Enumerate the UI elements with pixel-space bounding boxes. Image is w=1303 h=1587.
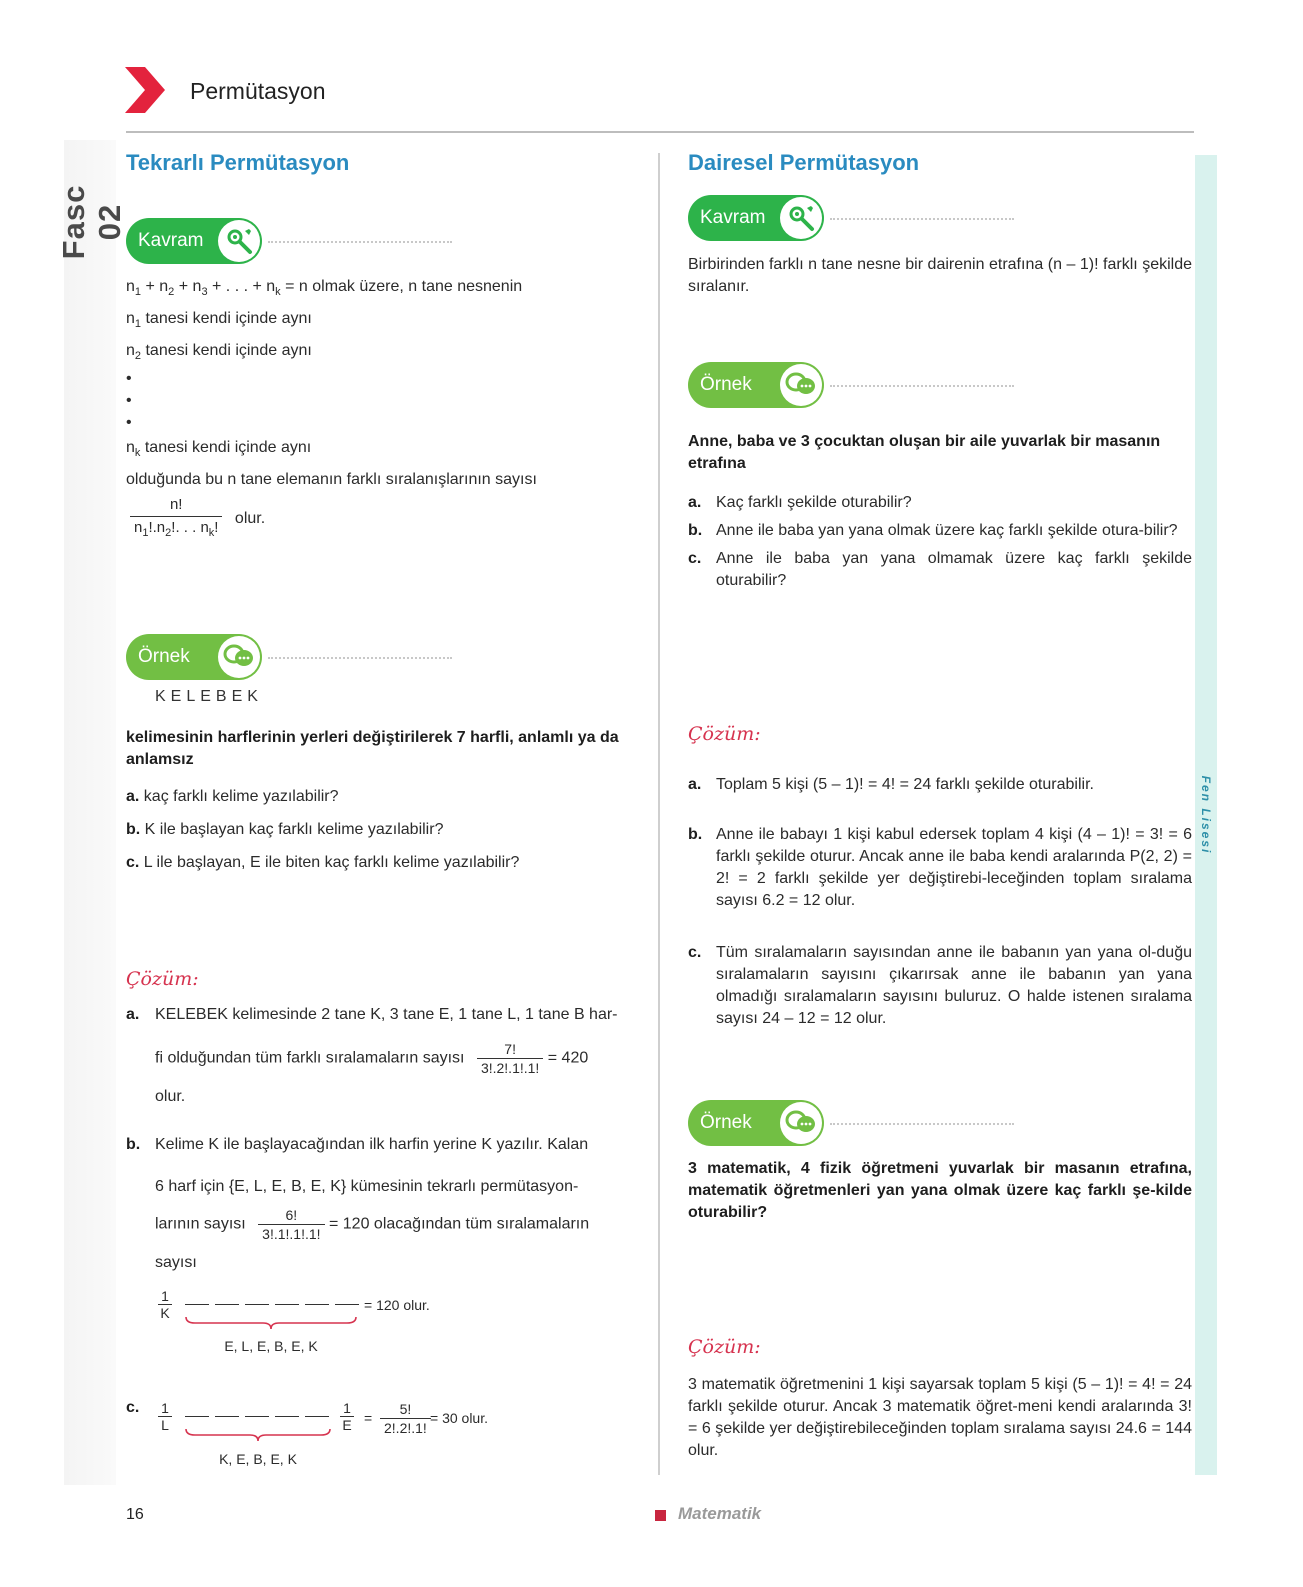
- solution1-b: b. Anne ile babayı 1 kişi kabul edersek toplam 4 kişi (4 – 1)! = 3! = 6 farklı şekilde oturur. Ancak anne ile baba kendi aralarında P(2, 2) = 2! = 2 farklı şekilde yer değiştirebi-leceğinden toplam sıralama sayısı 6.2 = 12 olur.: [688, 826, 1192, 909]
- kavram-formula: [130, 494, 265, 544]
- chevron-arrow-icon: [125, 67, 165, 113]
- brace-icon: [185, 1428, 331, 1442]
- diagram-b-brace-label: E, L, E, B, E, K: [224, 1338, 318, 1354]
- tools-icon: [218, 220, 260, 262]
- dotted-line: [268, 657, 452, 659]
- bullet: •: [126, 391, 132, 409]
- ornek-badge-label: Örnek: [138, 646, 190, 667]
- diagram-c-fraction: $\frac{5!}{2!.2!.1!}$: [380, 1400, 431, 1437]
- cozum-heading: Çözüm:: [126, 968, 199, 990]
- speech-bubbles-icon: [780, 364, 822, 406]
- fascicle-label: [56, 150, 127, 260]
- footer-square-icon: [655, 1510, 666, 1521]
- footer-subject: Matematik: [678, 1504, 762, 1523]
- kavram-body: [126, 276, 646, 491]
- kavram-badge-label: Kavram: [700, 207, 766, 228]
- diagram-c-brace-label: K, E, B, E, K: [219, 1451, 297, 1467]
- example-items: [126, 786, 646, 874]
- solution-a-line2: fi olduğundan tüm farklı sıralamaların sayısı $\frac{7!}{3!.2!.1!.1!}$ = 420: [155, 1041, 589, 1076]
- diagram-c-blanks: [185, 1408, 335, 1426]
- side-label: [1192, 772, 1220, 872]
- diagram-c-equals: =: [364, 1410, 373, 1426]
- kavram-badge: [126, 218, 262, 264]
- formula-denominator: $n_1!.n_2$!. . . $n_k$!: [134, 519, 219, 539]
- ornek-badge: [688, 1100, 824, 1146]
- ornek-badge-label: Örnek: [700, 374, 752, 395]
- page-number: 16: [126, 1506, 144, 1523]
- example1-item-b: b. Anne ile baba yan yana olmak üzere kaç farklı şekilde otura-bilir?: [688, 522, 1178, 539]
- bullet: •: [126, 369, 132, 387]
- cozum-heading: Çözüm:: [688, 1336, 761, 1358]
- diagram-b-blanks: [185, 1296, 365, 1314]
- fascicle-number: Fasc 02: [56, 184, 127, 260]
- example-item-b: b. K ile başlayan kaç farklı kelime yazılabilir?: [126, 821, 444, 838]
- section-title-dairesel: Dairesel Permütasyon: [688, 150, 920, 175]
- speech-bubbles-icon: [218, 636, 260, 678]
- kavram-line-4: $n_k$ tanesi kendi içinde aynı: [126, 438, 312, 459]
- solution-a-line1: KELEBEK kelimesinde 2 tane K, 3 tane E, 1 tane L, 1 tane B har-: [155, 1006, 618, 1023]
- dotted-line: [830, 1123, 1014, 1125]
- cozum-heading: Çözüm:: [688, 723, 761, 745]
- fascicle-strip: [64, 140, 116, 1485]
- solution-c-letter: c.: [126, 1399, 140, 1416]
- solution-b-line4: sayısı: [155, 1254, 197, 1271]
- example2-question: 3 matematik, 4 fizik öğretmeni yuvarlak bir masanın etrafına, matematik öğretmenleri yan yana olmak üzere kaç farklı şe-kilde oturabilir?: [688, 1160, 1192, 1221]
- example1-item-c: c. Anne ile baba yan yana olmamak üzere kaç farklı şekilde oturabilir?: [688, 550, 1192, 589]
- example-item-c: c. L ile başlayan, E ile biten kaç farklı kelime yazılabilir?: [126, 854, 520, 871]
- page-header-title: Permütasyon: [190, 78, 326, 104]
- bullet: •: [126, 413, 132, 431]
- formula-numerator: n!: [130, 494, 222, 517]
- solution-a-line3: olur.: [155, 1088, 186, 1105]
- solution1-a: a. Toplam 5 kişi (5 – 1)! = 4! = 24 farklı şekilde oturabilir.: [688, 776, 1094, 793]
- kavram-badge-label: Kavram: [138, 230, 204, 251]
- dotted-line: [830, 385, 1014, 387]
- kavram-line-5: olduğunda bu n tane elemanın farklı sıralanışlarının sayısı: [126, 470, 537, 488]
- solution-b-letter: b.: [126, 1136, 141, 1153]
- example1-question: Anne, baba ve 3 çocuktan oluşan bir aile yuvarlak bir masanın etrafına: [688, 433, 1161, 472]
- example-word: KELEBEK: [155, 688, 263, 705]
- brace-icon: [185, 1316, 357, 1330]
- example1-item-a: a. Kaç farklı şekilde oturabilir?: [688, 494, 912, 511]
- solution2-text: 3 matematik öğretmenini 1 kişi sayarsak toplam 5 kişi (5 – 1)! = 4! = 24 farklı şekilde oturur. Ancak 3 matematik öğret-meni kendi aralarında 3! = 6 şekilde yer değiştirebileceğinden toplam sıralama sayısı 24.6 = 144 olur.: [688, 1376, 1192, 1459]
- solution-b-line2: 6 harf için {E, L, E, B, E, K} kümesinin tekrarlı permütasyon-: [155, 1178, 579, 1195]
- speech-bubbles-icon: [780, 1102, 822, 1144]
- section-title-tekrarli: Tekrarlı Permütasyon: [126, 150, 350, 175]
- diagram-c-slot-last: 1 E: [340, 1400, 354, 1433]
- kavram-line-3: $n_2$ tanesi kendi içinde aynı: [126, 342, 312, 363]
- formula-olur: olur.: [234, 510, 266, 527]
- diagram-b-slot: 1 K: [158, 1288, 172, 1321]
- diagram-b-result: = 120 olur.: [364, 1297, 430, 1313]
- example-item-a: a. kaç farklı kelime yazılabilir?: [126, 788, 339, 805]
- example-question: kelimesinin harflerinin yerleri değiştirilerek 7 harfli, anlamlı ya da anlamsız: [126, 729, 619, 768]
- example1-items: [688, 492, 1192, 592]
- kavram-line-1: $n_1 + n_2 + n_3$ + . . . + $n_k = n$ olmak üzere, n tane nesnenin: [126, 278, 523, 299]
- solution-a-letter: a.: [126, 1006, 140, 1023]
- side-label-text: Fen Lisesi: [1199, 775, 1213, 855]
- kavram-badge: [688, 195, 824, 241]
- solution1-c: c. Tüm sıralamaların sayısından anne ile babanın yan yana ol-duğu sıralamaların sayısını çıkarırsak anne ile babanın yan yana olmadığı sıralamaların sayısını buluruz. O halde istenen sıralama sayısı 24 – 12 = 12 olur.: [688, 944, 1192, 1027]
- header-divider: [126, 131, 1194, 133]
- ornek-badge: [126, 634, 262, 680]
- solution-b-line1: Kelime K ile başlayacağından ilk harfin yerine K yazılır. Kalan: [155, 1136, 589, 1153]
- dotted-line: [268, 241, 452, 243]
- kavram-text: Birbirinden farklı n tane nesne bir dairenin etrafına (n – 1)! farklı şekilde sıralanır.: [688, 256, 1192, 295]
- solution-b-line3: larının sayısı $\frac{6!}{3!.1!.1!.1!}$ = 120 olacağından tüm sıralamaların: [155, 1207, 590, 1242]
- kavram-line-2: $n_1$ tanesi kendi içinde aynı: [126, 310, 312, 331]
- column-divider: [658, 153, 660, 1475]
- ornek-badge: [688, 362, 824, 408]
- diagram-c-result: = 30 olur.: [430, 1410, 488, 1426]
- dotted-line: [830, 218, 1014, 220]
- tools-icon: [780, 197, 822, 239]
- ornek-badge-label: Örnek: [700, 1112, 752, 1133]
- diagram-c-slot-first: 1 L: [158, 1400, 172, 1433]
